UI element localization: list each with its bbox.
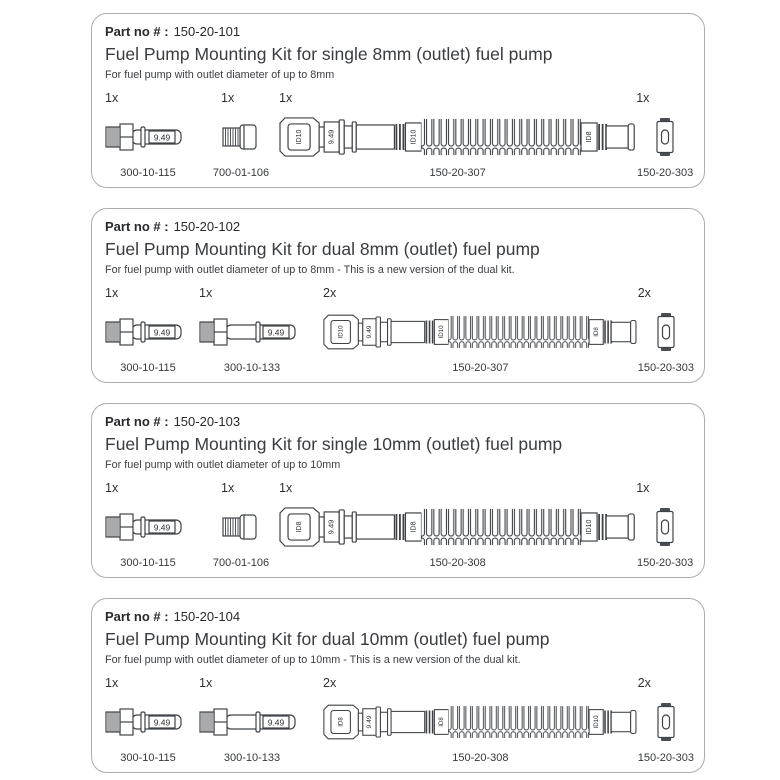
hose-size-label: 9.49 [326, 519, 336, 535]
component-barb-fitting [105, 91, 191, 183]
hose-connector-id-label: ID8 [337, 717, 345, 727]
dimension-label: 9.49 [153, 327, 171, 338]
component-barb-fitting [105, 481, 191, 573]
corrugated-hose-diagram [323, 304, 638, 360]
hose-end-id-label: ID10 [585, 519, 593, 535]
component-hose [279, 91, 636, 183]
quantity-label: 2x [637, 286, 651, 300]
barb-fitting-diagram [105, 315, 191, 349]
kit-title: Fuel Pump Mounting Kit for dual 8mm (outlet) fuel pump [105, 239, 540, 259]
component-plug [212, 481, 270, 573]
part-number-line [105, 219, 694, 235]
component-long-barb-fitting [199, 286, 305, 378]
component-long-barb-fitting [199, 676, 305, 768]
corrugated-hose-diagram [279, 499, 636, 555]
quantity-label: 1x [279, 481, 293, 495]
kit-title: Fuel Pump Mounting Kit for single 8mm (outlet) fuel pump [105, 44, 553, 64]
part-caption: 150-20-303 [637, 752, 694, 764]
part-caption: 300-10-115 [120, 557, 176, 569]
kit-panel-150-20-103 [91, 403, 705, 578]
components-row [105, 481, 694, 573]
part-number-label: Part no # : [105, 219, 169, 234]
part-caption: 150-20-307 [429, 167, 486, 179]
dimension-label: 9.49 [267, 327, 285, 338]
component-clip [636, 91, 694, 183]
part-number-label: Part no # : [105, 609, 169, 624]
corrugated-hose-diagram [279, 109, 636, 165]
kit-title: Fuel Pump Mounting Kit for dual 10mm (outlet) fuel pump [105, 629, 550, 649]
kit-subtitle: For fuel pump with outlet diameter of up to 8mm - This is a new version of the dual kit. [105, 264, 515, 276]
part-number-label: Part no # : [105, 414, 169, 429]
quantity-label: 1x [636, 481, 650, 495]
barb-fitting-diagram [105, 705, 191, 739]
hose-end-id-label: ID8 [585, 131, 593, 143]
hose-end-id-label: ID8 [592, 327, 600, 337]
components-row [105, 286, 694, 378]
plug-diagram [222, 120, 260, 154]
part-number-value: 150-20-101 [173, 24, 241, 39]
component-plug [212, 91, 270, 183]
part-caption: 300-10-115 [120, 167, 176, 179]
component-clip [638, 676, 694, 768]
hose-size-label: 9.49 [326, 129, 336, 145]
retaining-clip-diagram [654, 507, 676, 547]
hose-mid-id-label: ID10 [410, 129, 418, 145]
part-caption: 300-10-115 [120, 752, 176, 764]
part-caption: 700-01-106 [212, 557, 270, 569]
dimension-label: 9.49 [153, 717, 171, 728]
hose-size-label: 9.49 [366, 325, 374, 339]
long-barb-fitting-diagram [199, 315, 305, 349]
component-hose [323, 676, 638, 768]
component-barb-fitting [105, 286, 191, 378]
kit-subtitle: For fuel pump with outlet diameter of up to 10mm - This is a new version of the dual kit. [105, 654, 521, 666]
part-caption: 150-20-303 [636, 557, 694, 569]
quantity-label: 1x [105, 676, 119, 690]
components-row [105, 676, 694, 768]
dimension-label: 9.49 [153, 522, 171, 533]
quantity-label: 1x [105, 286, 119, 300]
dimension-label: 9.49 [267, 717, 285, 728]
quantity-label: 2x [637, 676, 651, 690]
part-number-label: Part no # : [105, 24, 169, 39]
part-number-line [105, 24, 694, 40]
component-hose [323, 286, 638, 378]
corrugated-hose-diagram [323, 694, 638, 750]
part-number-line [105, 609, 694, 625]
hose-mid-id-label: ID8 [438, 717, 446, 727]
part-number-value: 150-20-104 [173, 609, 241, 624]
retaining-clip-diagram [655, 312, 677, 352]
barb-fitting-diagram [105, 510, 191, 544]
part-caption: 150-20-308 [429, 557, 486, 569]
part-caption: 150-20-303 [637, 362, 694, 374]
hose-size-label: 9.49 [366, 715, 374, 729]
part-caption: 700-01-106 [212, 167, 270, 179]
component-barb-fitting [105, 676, 191, 768]
part-caption: 300-10-115 [120, 362, 176, 374]
barb-fitting-diagram [105, 120, 191, 154]
part-number-line [105, 414, 694, 430]
quantity-label: 1x [199, 676, 213, 690]
quantity-label: 2x [323, 676, 337, 690]
hose-connector-id-label: ID10 [337, 325, 345, 339]
quantity-label: 1x [221, 481, 235, 495]
part-number-value: 150-20-102 [173, 219, 241, 234]
kit-title: Fuel Pump Mounting Kit for single 10mm (outlet) fuel pump [105, 434, 563, 454]
kit-panel-150-20-101 [91, 13, 705, 188]
part-caption: 300-10-133 [223, 752, 281, 764]
dimension-label: 9.49 [153, 132, 171, 143]
quantity-label: 2x [323, 286, 337, 300]
quantity-label: 1x [105, 91, 119, 105]
part-caption: 150-20-307 [452, 362, 509, 374]
components-row [105, 91, 694, 183]
hose-connector-id-label: ID8 [295, 521, 303, 533]
hose-end-id-label: ID10 [592, 715, 600, 729]
kit-panel-150-20-104 [91, 598, 705, 773]
quantity-label: 1x [105, 481, 119, 495]
hose-connector-id-label: ID10 [295, 129, 303, 145]
kit-subtitle: For fuel pump with outlet diameter of up to 10mm [105, 459, 341, 471]
kit-subtitle: For fuel pump with outlet diameter of up to 8mm [105, 69, 335, 81]
part-caption: 150-20-308 [452, 752, 509, 764]
part-number-value: 150-20-103 [173, 414, 241, 429]
component-clip [636, 481, 694, 573]
kit-panel-150-20-102 [91, 208, 705, 383]
part-caption: 150-20-303 [636, 167, 694, 179]
component-clip [638, 286, 694, 378]
quantity-label: 1x [199, 286, 213, 300]
long-barb-fitting-diagram [199, 705, 305, 739]
hose-mid-id-label: ID8 [410, 521, 418, 533]
part-caption: 300-10-133 [223, 362, 281, 374]
quantity-label: 1x [636, 91, 650, 105]
hose-mid-id-label: ID10 [438, 325, 446, 339]
retaining-clip-diagram [654, 117, 676, 157]
quantity-label: 1x [279, 91, 293, 105]
component-hose [279, 481, 636, 573]
retaining-clip-diagram [655, 702, 677, 742]
plug-diagram [222, 510, 260, 544]
quantity-label: 1x [221, 91, 235, 105]
